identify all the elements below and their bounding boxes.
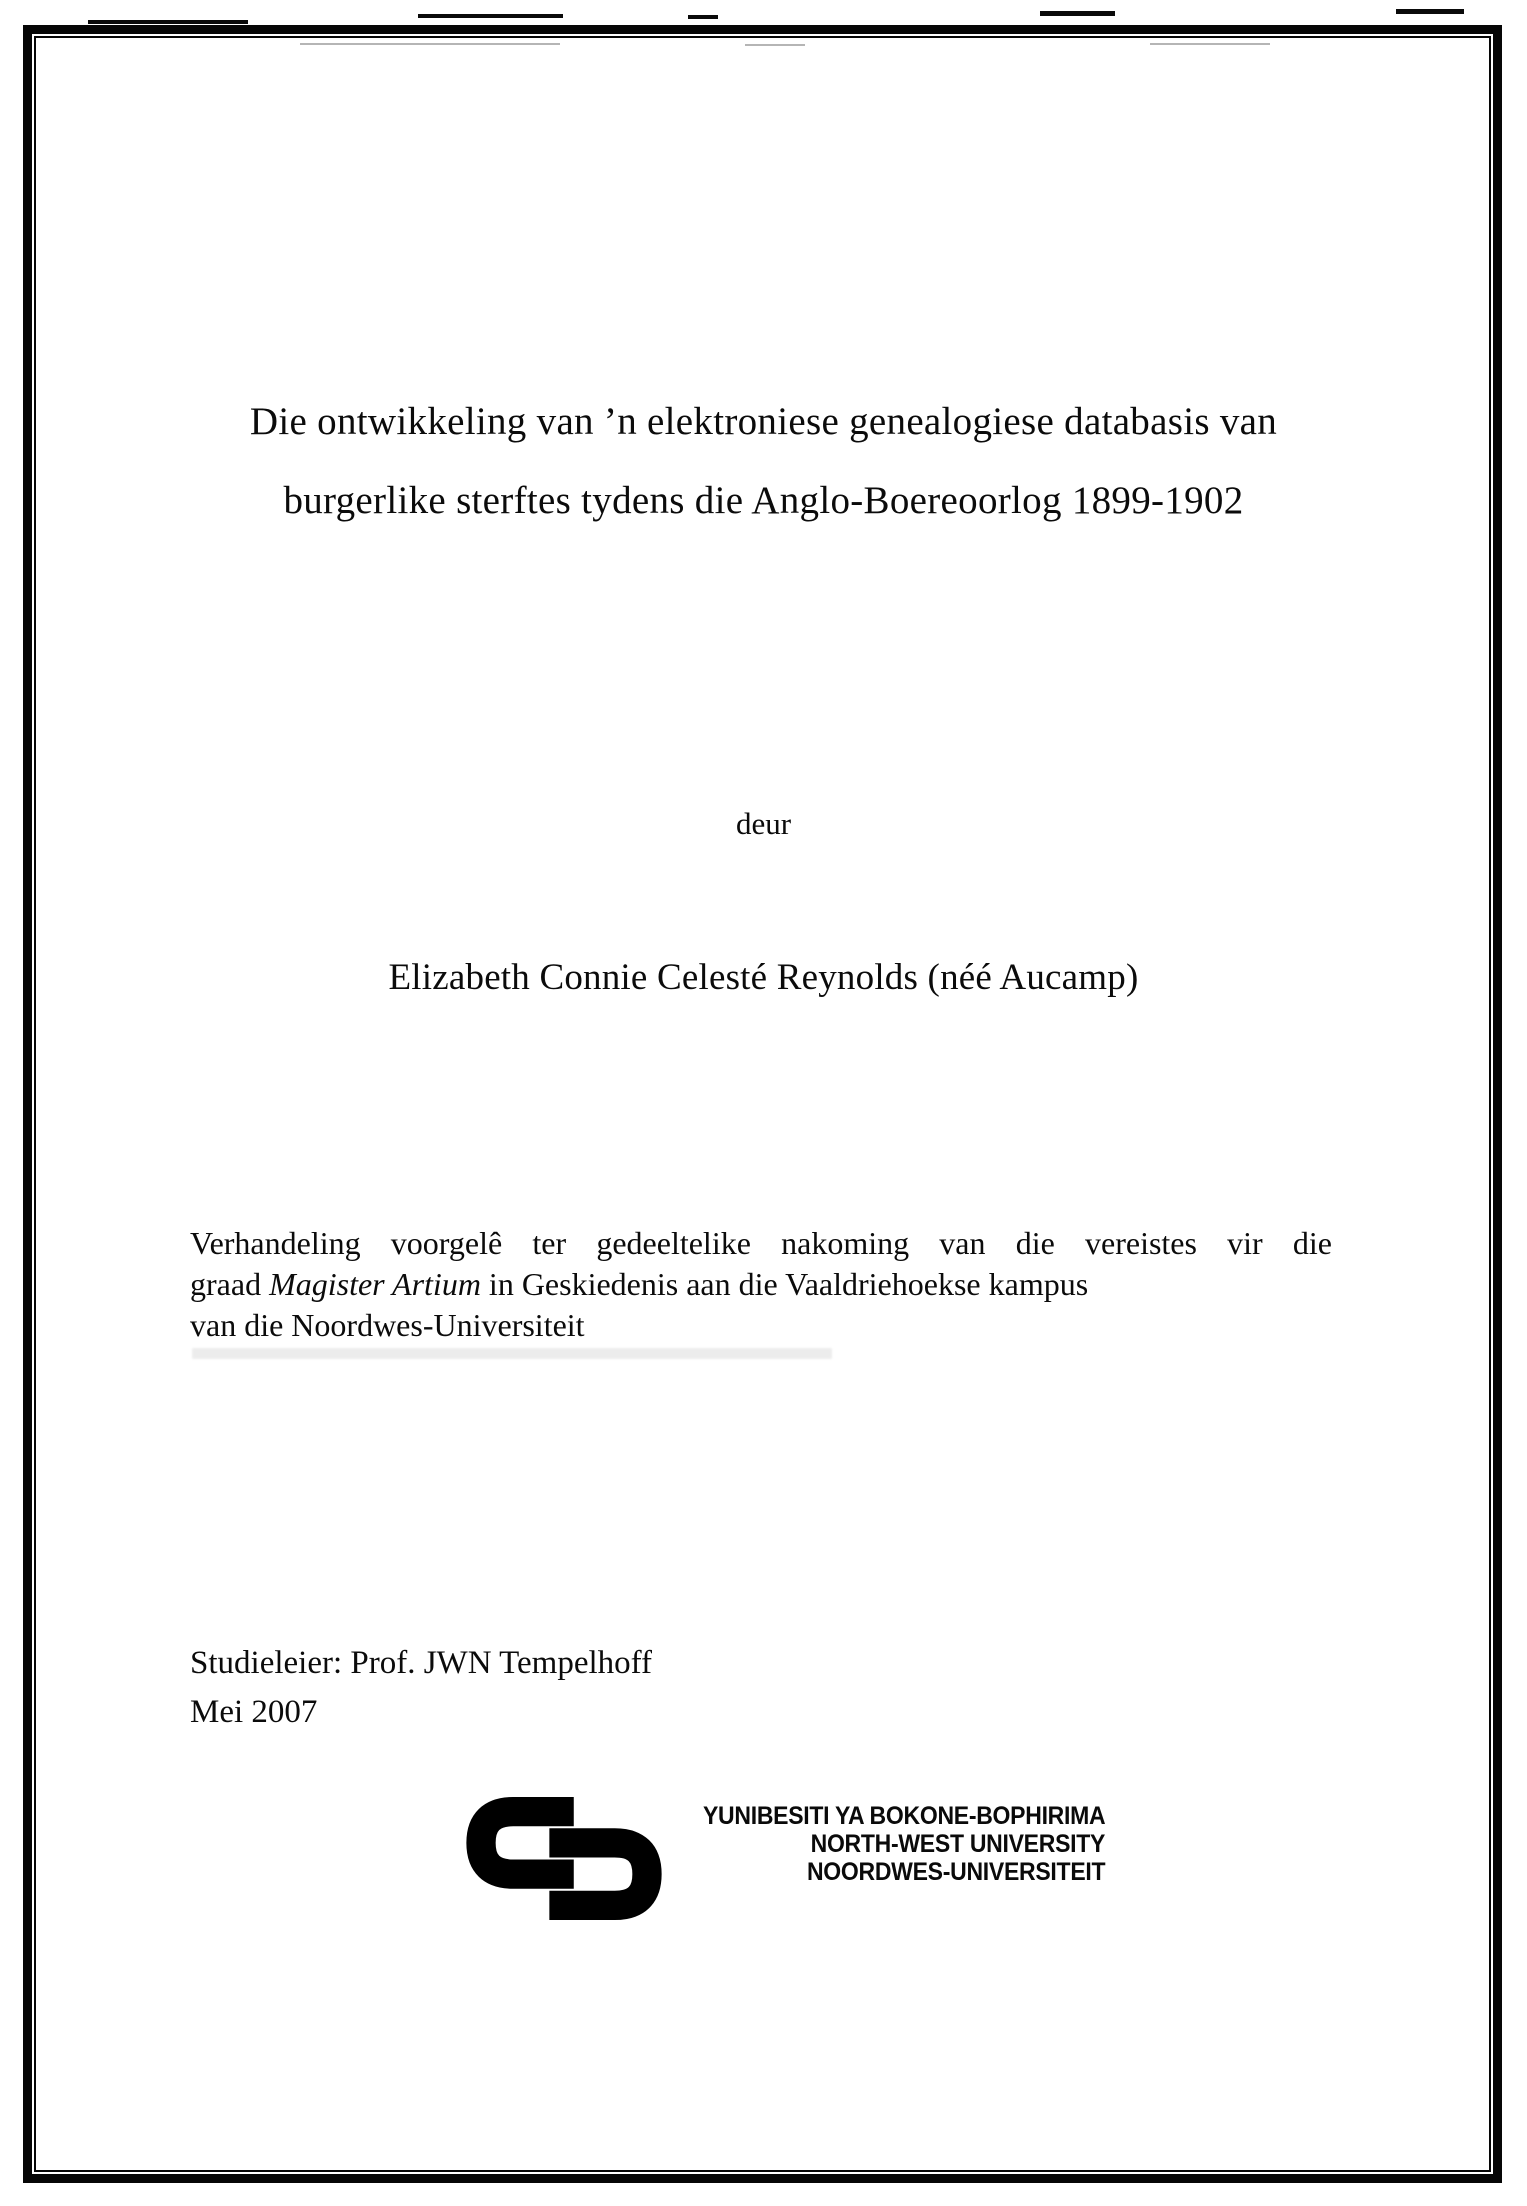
university-name-setswana: YUNIBESITI YA BOKONE-BOPHIRIMA (702, 1802, 1105, 1830)
scan-artifact (88, 20, 248, 24)
university-wordmark (540, 1802, 1105, 1886)
scan-artifact (1396, 9, 1464, 14)
description-line3: van die Noordwes-Universiteit (190, 1307, 585, 1343)
byline-label: deur (735, 806, 792, 841)
description-line2-suffix: in Geskiedenis aan die Vaaldriehoekse kampus (480, 1266, 1089, 1302)
thesis-title-line1: Die ontwikkeling van ’n elektroniese genealogiese databasis van (249, 400, 1278, 443)
author-name: Elizabeth Connie Celesté Reynolds (néé Aucamp) (388, 957, 1139, 998)
scan-artifact (418, 14, 563, 18)
degree-description (190, 1223, 1332, 1346)
scan-bleed-artifact (192, 1348, 832, 1359)
supervisor-line: Studieleier: Prof. JWN Tempelhoff (190, 1645, 653, 1681)
date-line: Mei 2007 (190, 1694, 318, 1730)
description-line2-prefix: graad (190, 1266, 270, 1302)
scan-artifact (688, 15, 718, 19)
scan-artifact (1040, 11, 1115, 16)
description-line1: Verhandeling voorgelê ter gedeeltelike nakoming van die vereistes vir die (190, 1225, 1332, 1261)
university-name-english: NORTH-WEST UNIVERSITY (810, 1830, 1105, 1858)
thesis-title-line2: burgerlike sterftes tydens die Anglo-Boereoorlog 1899-1902 (283, 479, 1244, 522)
description-line2 (190, 1264, 1332, 1305)
degree-name-italic: Magister Artium (269, 1266, 481, 1302)
university-name-afrikaans: NOORDWES-UNIVERSITEIT (806, 1858, 1105, 1886)
